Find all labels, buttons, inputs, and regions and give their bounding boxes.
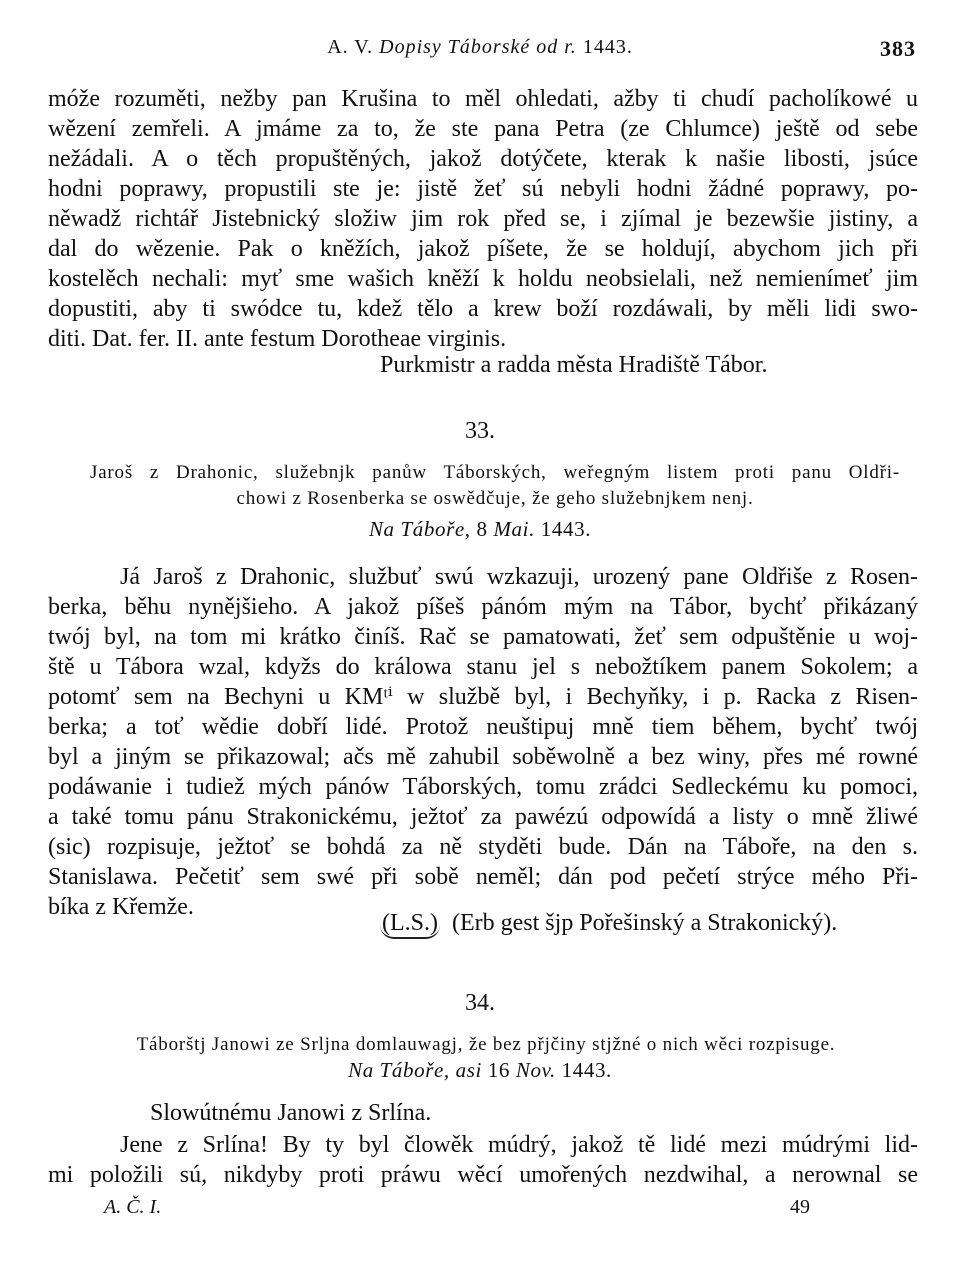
page-number: 383: [880, 36, 916, 61]
text-line: kostelěch nechali: myť sme wašich kněží k holdu neobsielali, než nemienímeť jim: [48, 266, 918, 292]
document-34-dateline: [0, 1058, 960, 1083]
running-title-italic: Dopisy Táborské od r.: [379, 36, 577, 58]
document-33-dateline: [0, 517, 960, 542]
text-line: dal do wězenie. Pak o kněžích, jakož píšete, že se holdují, abychom jich při: [48, 236, 918, 262]
running-title-year: 1443.: [582, 36, 633, 58]
text-line: berka; a toť wědie dobří lidé. Protož neuštipuj mně tiem během, bychť twój: [48, 714, 918, 740]
dateline-month: Nov.: [515, 1058, 556, 1082]
text-line: móže rozuměti, nežby pan Krušina to měl ohledati, ažby ti chudí pacholíkowé u: [48, 86, 918, 112]
document-34-summary: [76, 1032, 896, 1058]
dateline-month: Mai.: [493, 517, 535, 541]
page-header: [0, 36, 960, 66]
text-line: dopustiti, aby ti swódce tu, kdež tělo a krew boží rozdáwali, by měli lidi swo-: [48, 296, 918, 322]
running-title-prefix: A. V.: [327, 36, 374, 58]
running-title: [0, 36, 960, 59]
text-line: (sic) rozpisuje, ježtoť se bohdá za ně styděti bude. Dán na Táboře, na den s.: [48, 834, 918, 860]
text-line: nežádali. A o těch propuštěných, jakož dotýčete, kterak k našie libosti, jsúce: [48, 146, 918, 172]
document-number-33: 33.: [465, 418, 495, 444]
text-line: diti. Dat. fer. II. ante festum Dorotheae virginis.: [48, 326, 507, 352]
text-line: byl a jiným se přikazowal; ačs mě zahubil soběwolně a bez winy, přes mé rowné: [48, 744, 918, 770]
seal-line: [380, 910, 837, 939]
dateline-day: 8: [476, 517, 488, 541]
dateline-place: Na Táboře,: [348, 1058, 450, 1082]
summary-line: Jaroš z Drahonic, služebnjk panůw Táborských, weřegným listem proti panu Oldři-: [90, 462, 900, 483]
salutation: Slowútnému Janowi z Srlína.: [150, 1100, 432, 1126]
text-line: Stanislawa. Pečetiť sem swé při sobě neměl; dán pod pečetí strýce mého Při-: [48, 864, 918, 890]
paragraph-continuation: [48, 84, 918, 354]
dateline-approx: asi: [455, 1058, 482, 1082]
text-line: potomť sem na Bechyni u KMᵗⁱ w službě byl, i Bechyňky, i p. Racka z Risen-: [48, 684, 918, 710]
printer-signature-mark: A. Č. I.: [104, 1196, 162, 1218]
text-line: hodni poprawy, propustili ste je: jistě žeť sú nebyli hodni žádné poprawy, po-: [48, 176, 918, 202]
dateline-year: 1443.: [540, 517, 592, 541]
document-33-summary: [90, 460, 900, 512]
text-line: ště u Tábora wzal, kdyžs do králowa stanu jel s nebožtíkem panem Sokolem; a: [48, 654, 918, 680]
dateline-place: Na Táboře,: [368, 517, 471, 541]
text-line: bíka z Křemže.: [48, 894, 194, 920]
text-line: twój byl, na tom mi krátko činíš. Rač se pamatowati, žeť sem odpuštěnie u woj-: [48, 624, 918, 650]
text-line: Já Jaroš z Drahonic, službuť swú wzkazuji, urozený pane Oldřiše z Rosen-: [120, 564, 918, 590]
text-line: wězení zemřeli. A jmáme za to, že ste pana Petra (ze Chlumce) ještě od sebe: [48, 116, 918, 142]
dateline-year: 1443.: [561, 1058, 612, 1082]
dateline-day: 16: [487, 1058, 511, 1082]
text-line: a také tomu pánu Strakonickému, ježtoť za pawézú odpowídá a listy o mně žliwé: [48, 804, 918, 830]
document-number-34: 34.: [465, 990, 495, 1016]
text-line: Jene z Srlína! By ty byl člowěk múdrý, jakož tě lidé mezi múdrými lid-: [120, 1132, 918, 1158]
summary-line: Táborštj Janowi ze Srljna domlauwagj, že bez přjčiny stjžné o nich wěci rozpisuge.: [136, 1034, 836, 1055]
text-line: berka, běhu nynějšieho. A jakož píšeš pánóm mým na Tábor, bychť přikázaný: [48, 594, 918, 620]
document-34-text: [48, 1130, 918, 1190]
summary-line: chowi z Rosenberka se oswědčuje, že geho služebnjkem nenj.: [236, 488, 754, 509]
text-line: podáwanie i tudiež mých pánów Táborských, tomu zrádci Sedleckému ku pomoci,: [48, 774, 918, 800]
sheet-number: 49: [790, 1196, 810, 1218]
text-line: něwadž richtář Jistebnický složiw jim rok před se, i zjímal je bezewšie jistiny, a: [48, 206, 918, 232]
text-line: mi položili sú, nikdyby proti práwu wěcí umořených nezdwihal, a nerownal se: [48, 1162, 918, 1188]
seal-note: (Erb gest šjp Pořešinský a Strakonický).: [452, 910, 838, 936]
document-33-text: [48, 562, 918, 922]
seal-mark: (L.S.): [380, 910, 440, 939]
letter-signature: Purkmistr a radda města Hradiště Tábor.: [380, 352, 768, 378]
